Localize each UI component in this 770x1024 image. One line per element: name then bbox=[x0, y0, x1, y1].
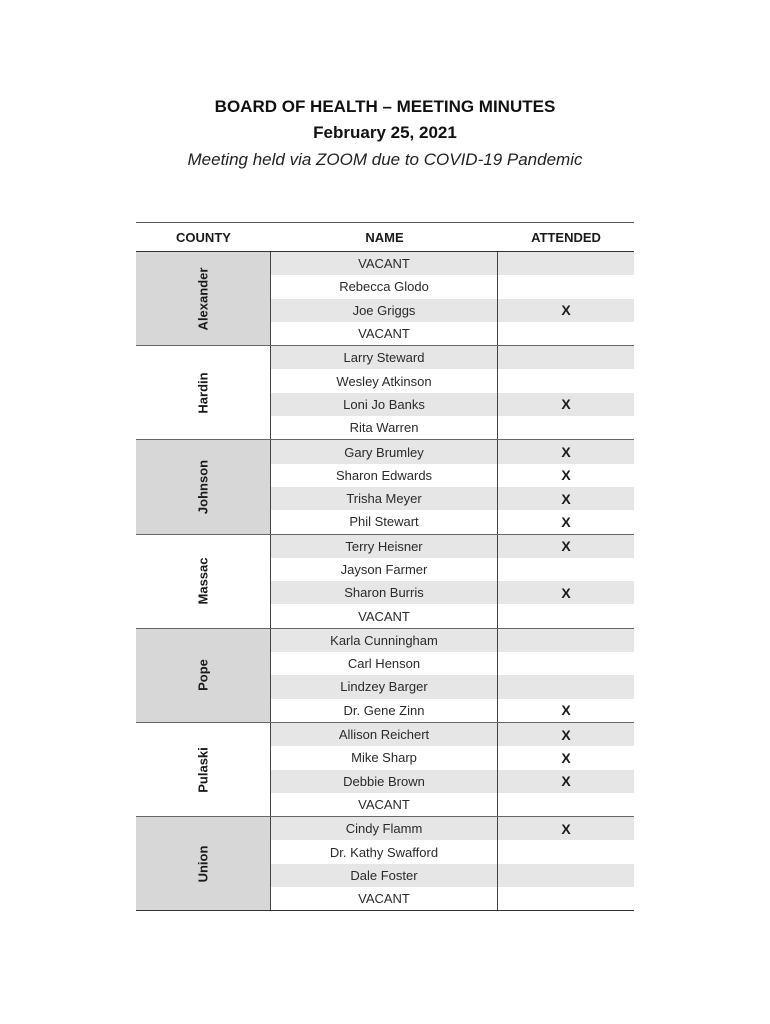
county-cell bbox=[136, 629, 271, 722]
county-group bbox=[136, 535, 634, 629]
table-row bbox=[271, 487, 634, 510]
county-cell bbox=[136, 440, 271, 533]
attended-mark bbox=[498, 629, 634, 652]
attended-mark: X bbox=[561, 302, 571, 319]
attended-mark: X bbox=[561, 490, 571, 507]
table-row bbox=[271, 887, 634, 910]
member-name: VACANT bbox=[271, 604, 498, 627]
county-cell bbox=[136, 817, 271, 910]
table-row bbox=[271, 252, 634, 275]
county-label: Pulaski bbox=[195, 746, 211, 793]
member-name: Gary Brumley bbox=[271, 440, 498, 463]
attended-mark bbox=[498, 275, 634, 298]
member-name: Dale Foster bbox=[271, 864, 498, 887]
table-row bbox=[271, 652, 634, 675]
member-rows bbox=[271, 346, 634, 439]
table-row bbox=[271, 558, 634, 581]
table-row bbox=[271, 723, 634, 746]
member-rows bbox=[271, 723, 634, 816]
table-row bbox=[271, 699, 634, 722]
county-groups bbox=[136, 252, 634, 910]
attended-mark: X bbox=[561, 444, 571, 461]
attended-mark: X bbox=[561, 726, 571, 743]
attended-mark: X bbox=[561, 396, 571, 413]
county-group bbox=[136, 346, 634, 440]
member-rows bbox=[271, 629, 634, 722]
table-row bbox=[271, 840, 634, 863]
county-cell bbox=[136, 346, 271, 439]
attendance-table bbox=[136, 222, 634, 911]
attended-mark bbox=[498, 840, 634, 863]
document-header bbox=[0, 94, 770, 174]
member-name: Phil Stewart bbox=[271, 510, 498, 533]
attended-mark: X bbox=[561, 513, 571, 530]
member-rows bbox=[271, 252, 634, 345]
member-name: Terry Heisner bbox=[271, 535, 498, 558]
member-name: Karla Cunningham bbox=[271, 629, 498, 652]
member-name: Mike Sharp bbox=[271, 746, 498, 769]
attended-mark bbox=[498, 558, 634, 581]
table-row bbox=[271, 322, 634, 345]
attended-mark: X bbox=[561, 538, 571, 555]
table-row bbox=[271, 770, 634, 793]
attended-mark: X bbox=[561, 467, 571, 484]
county-cell bbox=[136, 723, 271, 816]
table-row bbox=[271, 535, 634, 558]
header-name: NAME bbox=[365, 229, 404, 245]
attended-mark bbox=[498, 887, 634, 910]
table-row bbox=[271, 464, 634, 487]
table-row bbox=[271, 817, 634, 840]
meeting-subtitle: Meeting held via ZOOM due to COVID-19 Pandemic bbox=[187, 150, 583, 169]
attended-mark bbox=[498, 416, 634, 439]
table-row bbox=[271, 346, 634, 369]
table-row bbox=[271, 746, 634, 769]
county-group bbox=[136, 817, 634, 910]
county-group bbox=[136, 629, 634, 723]
member-name: Jayson Farmer bbox=[271, 558, 498, 581]
table-header-row bbox=[136, 223, 634, 252]
member-name: VACANT bbox=[271, 887, 498, 910]
attended-mark: X bbox=[561, 749, 571, 766]
member-rows bbox=[271, 817, 634, 910]
header-attended: ATTENDED bbox=[531, 229, 601, 245]
document-title: BOARD OF HEALTH – MEETING MINUTES bbox=[214, 97, 556, 116]
county-label: Union bbox=[195, 845, 211, 883]
table-row bbox=[271, 510, 634, 533]
member-name: Rebecca Glodo bbox=[271, 275, 498, 298]
attended-mark: X bbox=[561, 702, 571, 719]
attended-mark bbox=[498, 346, 634, 369]
county-label: Alexander bbox=[195, 267, 211, 331]
member-name: Debbie Brown bbox=[271, 770, 498, 793]
attended-mark bbox=[498, 793, 634, 816]
member-name: Sharon Burris bbox=[271, 581, 498, 604]
member-name: Joe Griggs bbox=[271, 299, 498, 322]
member-rows bbox=[271, 535, 634, 628]
county-cell bbox=[136, 535, 271, 628]
attended-mark: X bbox=[561, 820, 571, 837]
county-label: Johnson bbox=[195, 459, 211, 515]
attended-mark bbox=[498, 652, 634, 675]
member-name: Trisha Meyer bbox=[271, 487, 498, 510]
table-row bbox=[271, 299, 634, 322]
county-label: Massac bbox=[195, 557, 211, 605]
member-name: Loni Jo Banks bbox=[271, 393, 498, 416]
member-name: VACANT bbox=[271, 793, 498, 816]
attended-mark bbox=[498, 322, 634, 345]
member-name: Cindy Flamm bbox=[271, 817, 498, 840]
county-label: Hardin bbox=[195, 372, 211, 414]
county-group bbox=[136, 723, 634, 817]
table-row bbox=[271, 369, 634, 392]
member-name: Lindzey Barger bbox=[271, 675, 498, 698]
attended-mark: X bbox=[561, 584, 571, 601]
member-name: Sharon Edwards bbox=[271, 464, 498, 487]
table-row bbox=[271, 675, 634, 698]
county-group bbox=[136, 440, 634, 534]
county-label: Pope bbox=[195, 659, 211, 692]
member-name: Dr. Kathy Swafford bbox=[271, 840, 498, 863]
table-row bbox=[271, 629, 634, 652]
attended-mark bbox=[498, 675, 634, 698]
table-row bbox=[271, 440, 634, 463]
member-name: Larry Steward bbox=[271, 346, 498, 369]
attended-mark bbox=[498, 864, 634, 887]
county-cell bbox=[136, 252, 271, 345]
attended-mark: X bbox=[561, 773, 571, 790]
member-name: Wesley Atkinson bbox=[271, 369, 498, 392]
table-row bbox=[271, 604, 634, 627]
table-row bbox=[271, 864, 634, 887]
county-group bbox=[136, 252, 634, 346]
table-row bbox=[271, 581, 634, 604]
table-row bbox=[271, 275, 634, 298]
header-county: COUNTY bbox=[176, 229, 231, 245]
table-row bbox=[271, 393, 634, 416]
table-row bbox=[271, 793, 634, 816]
attended-mark bbox=[498, 252, 634, 275]
member-name: Allison Reichert bbox=[271, 723, 498, 746]
attended-mark bbox=[498, 369, 634, 392]
member-rows bbox=[271, 440, 634, 533]
member-name: VACANT bbox=[271, 322, 498, 345]
member-name: Carl Henson bbox=[271, 652, 498, 675]
member-name: VACANT bbox=[271, 252, 498, 275]
table-row bbox=[271, 416, 634, 439]
member-name: Dr. Gene Zinn bbox=[271, 699, 498, 722]
member-name: Rita Warren bbox=[271, 416, 498, 439]
attended-mark bbox=[498, 604, 634, 627]
meeting-date: February 25, 2021 bbox=[313, 123, 457, 142]
